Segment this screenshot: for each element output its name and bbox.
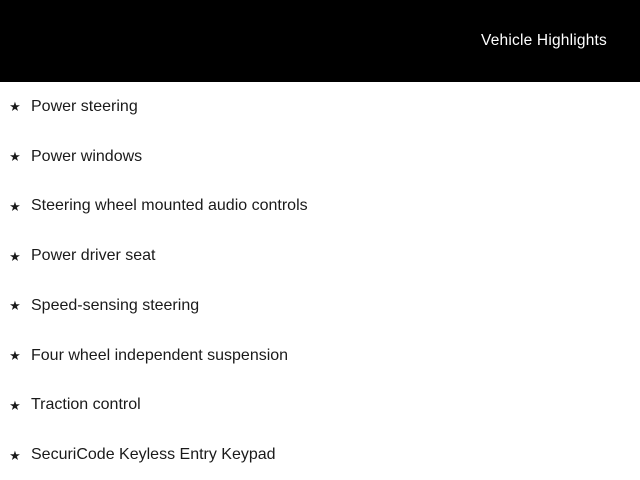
- star-icon: ★: [9, 348, 21, 364]
- list-item-label: SecuriCode Keyless Entry Keypad: [31, 446, 276, 464]
- list-item: [0, 82, 640, 132]
- list-item: [0, 331, 640, 381]
- list-item-label: Four wheel independent suspension: [31, 346, 289, 364]
- highlights-list: [0, 82, 640, 480]
- list-item-label: Speed-sensing steering: [31, 296, 200, 314]
- star-icon: ★: [9, 198, 21, 214]
- star-icon: ★: [9, 397, 21, 413]
- star-icon: ★: [9, 447, 21, 463]
- list-item: [0, 281, 640, 331]
- list-item-label: Power driver seat: [31, 247, 156, 265]
- list-item-label: Power windows: [31, 147, 143, 165]
- page-title: Vehicle Highlights: [481, 32, 607, 49]
- star-icon: ★: [9, 298, 21, 314]
- list-item: [0, 381, 640, 431]
- list-item-label: Power steering: [31, 97, 138, 115]
- list-item-label: Steering wheel mounted audio controls: [31, 197, 308, 215]
- header-bar: [0, 0, 640, 82]
- list-item: [0, 132, 640, 182]
- list-item: [0, 231, 640, 281]
- star-icon: ★: [9, 248, 21, 264]
- list-item-label: Traction control: [31, 396, 141, 414]
- star-icon: ★: [9, 99, 21, 115]
- list-item: [0, 182, 640, 232]
- list-item: [0, 430, 640, 480]
- star-icon: ★: [9, 149, 21, 165]
